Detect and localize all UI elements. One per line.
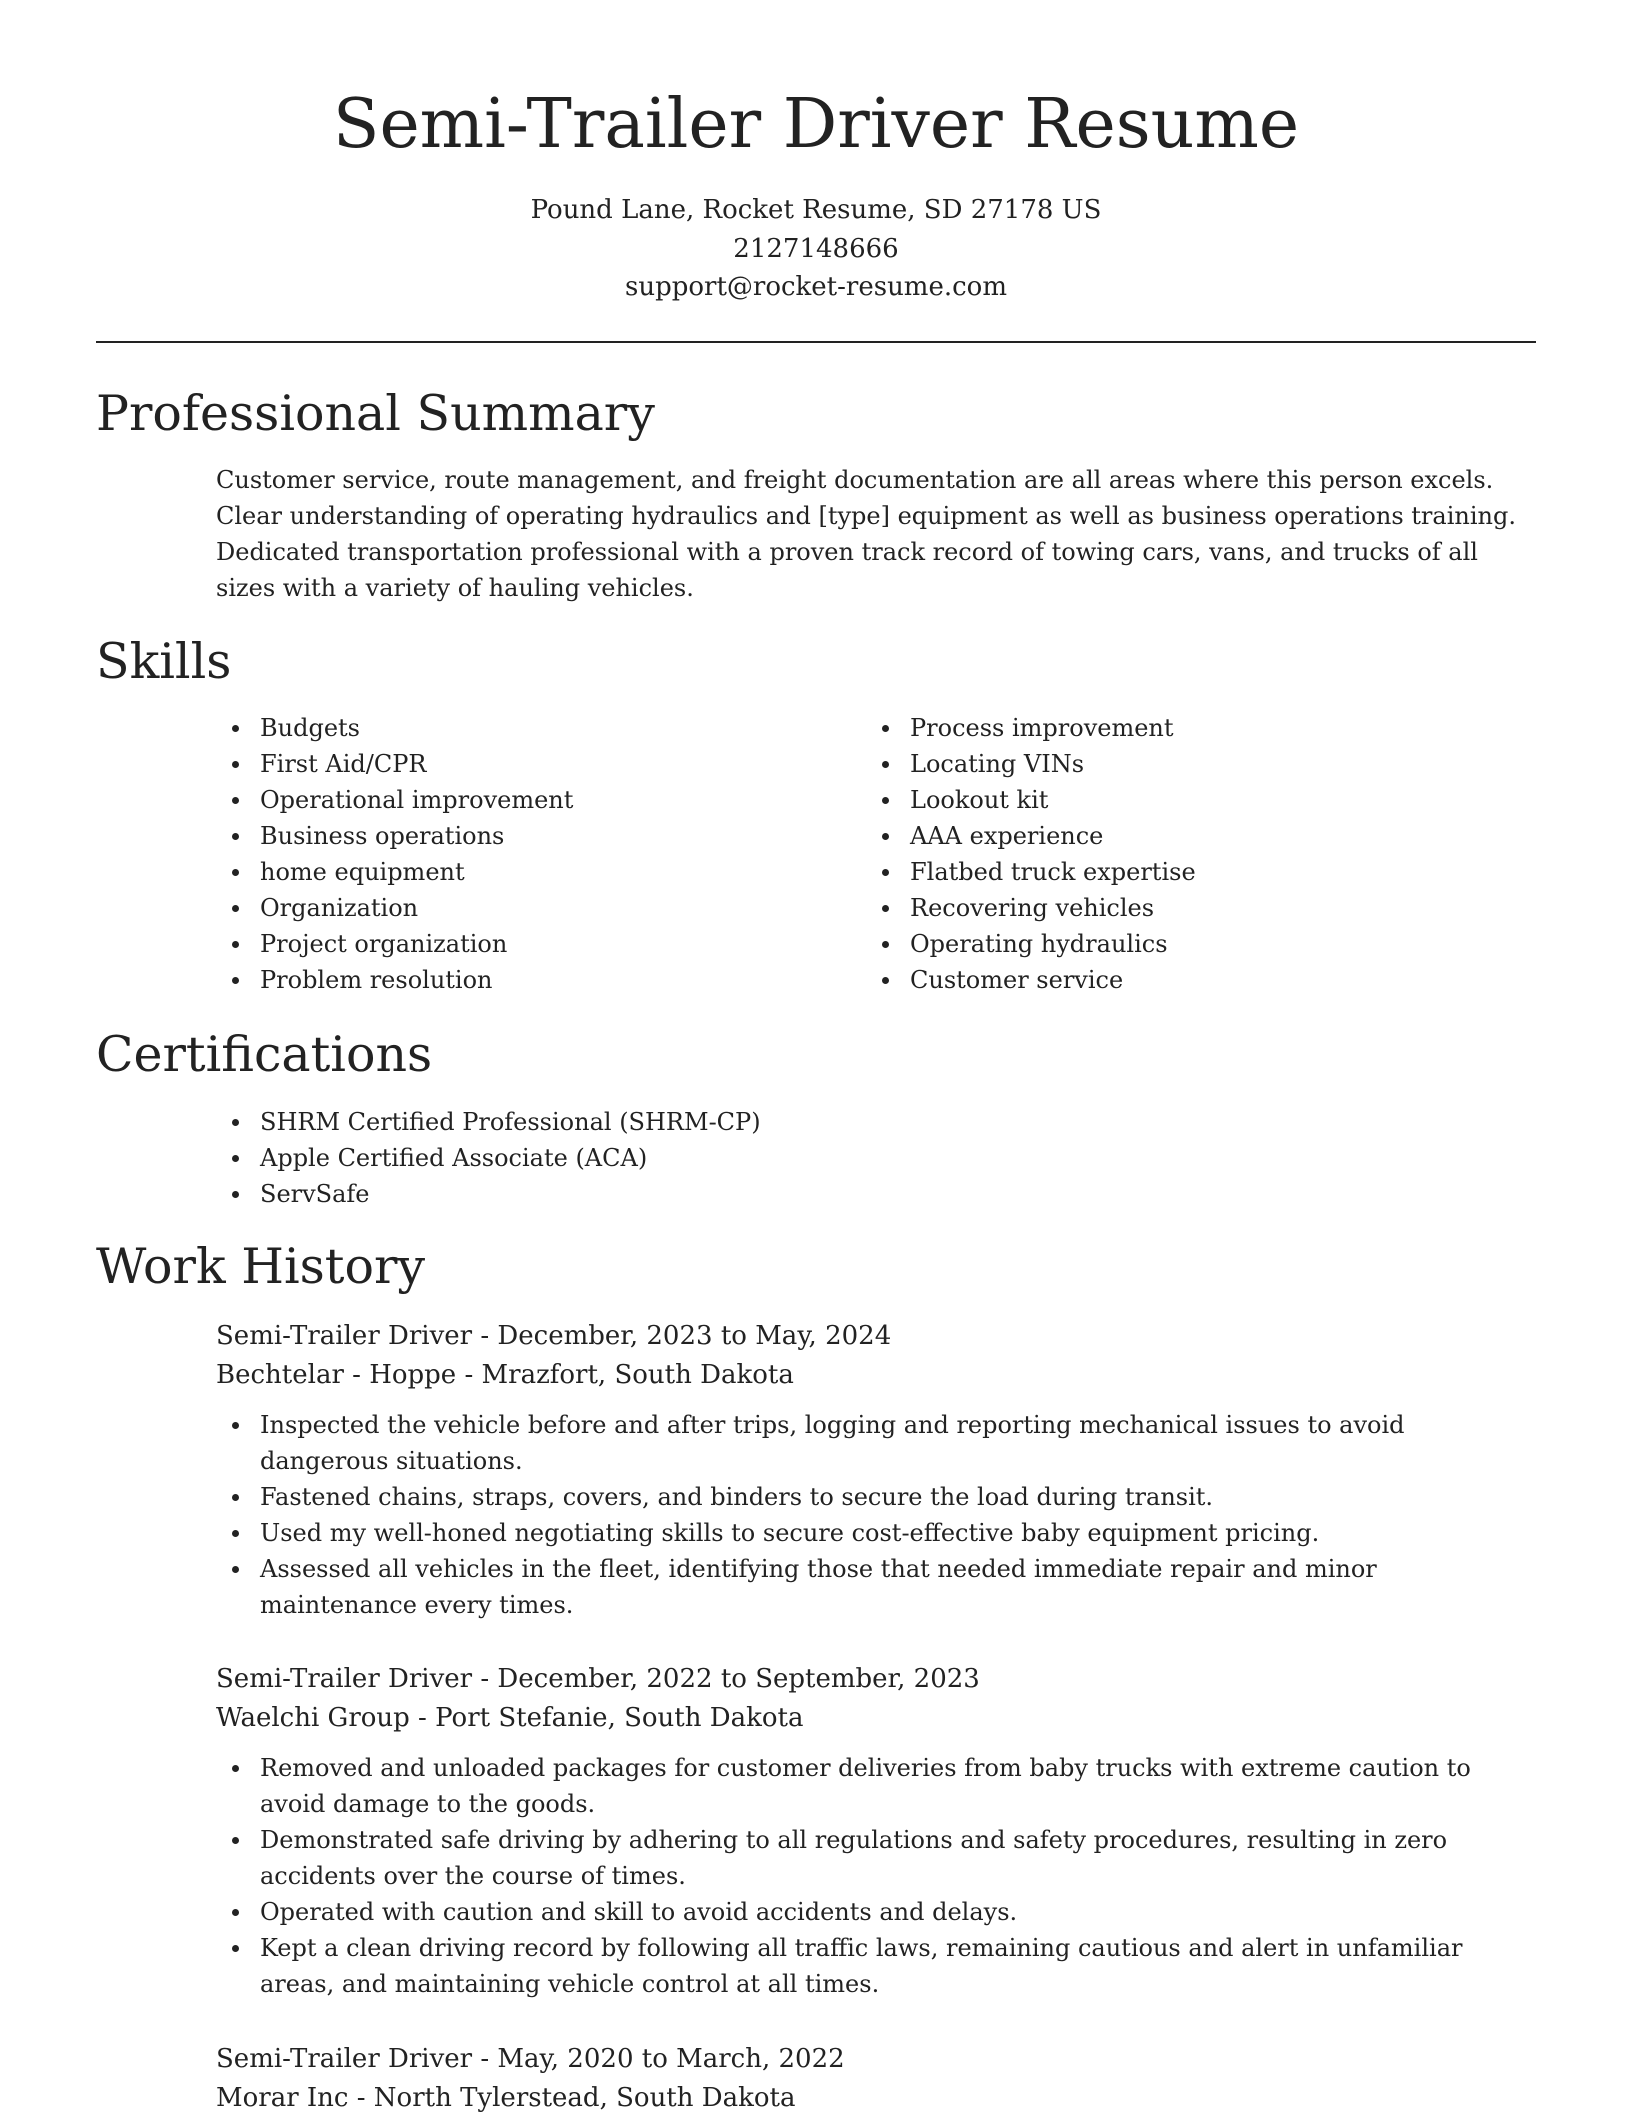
job-duty: Fastened chains, straps, covers, and binders to secure the load during transit. [216, 1479, 1536, 1515]
job-duty: Demonstrated safe driving by adhering to all regulations and safety procedures, resulting in zero accidents over the course of times. [216, 1822, 1536, 1894]
job-company-line [216, 2079, 1536, 2117]
job-company: Bechtelar - Hoppe [216, 1360, 456, 1390]
job-dates: - December, 2022 to September, 2023 [472, 1664, 980, 1694]
skill-item: Business operations [216, 818, 856, 854]
skill-item: Locating VINs [866, 746, 1506, 782]
skill-item: home equipment [216, 854, 856, 890]
certifications-list [216, 1104, 1536, 1212]
skill-item: AAA experience [866, 818, 1506, 854]
certification-item: Apple Certified Associate (ACA) [216, 1140, 1536, 1176]
skill-item: Operational improvement [216, 782, 856, 818]
skill-item: Organization [216, 890, 856, 926]
skill-item: Project organization [216, 926, 856, 962]
resume-title: Semi-Trailer Driver Resume [0, 80, 1632, 170]
job-company-line [216, 1356, 1536, 1395]
contact-address: Pound Lane, Rocket Resume, SD 27178 US [0, 191, 1632, 230]
job-duty: Inspected the vehicle before and after trips, logging and reporting mechanical issues to avoid dangerous situations. [216, 1407, 1536, 1479]
job-dates: - December, 2023 to May, 2024 [472, 1321, 891, 1351]
job-entry [216, 1317, 1536, 1623]
job-title: Semi-Trailer Driver [216, 2044, 472, 2074]
job-dates: - May, 2020 to March, 2022 [472, 2044, 845, 2074]
certification-item: ServSafe [216, 1176, 1536, 1212]
job-title-line [216, 1660, 1536, 1699]
header-divider [96, 341, 1536, 343]
job-location: - Mrazfort, South Dakota [456, 1360, 794, 1390]
job-title: Semi-Trailer Driver [216, 1321, 472, 1351]
skill-item: Operating hydraulics [866, 926, 1506, 962]
job-title: Semi-Trailer Driver [216, 1664, 472, 1694]
job-company: Waelchi Group [216, 1703, 410, 1733]
skills-heading: Skills [96, 632, 231, 692]
skill-item: Recovering vehicles [866, 890, 1506, 926]
job-company: Morar Inc [216, 2083, 348, 2113]
contact-phone: 2127148666 [0, 230, 1632, 269]
job-entry [216, 1660, 1536, 2002]
job-location: - Port Stefanie, South Dakota [410, 1703, 804, 1733]
job-title-line [216, 2040, 1536, 2079]
skill-item: Process improvement [866, 710, 1506, 746]
job-entry [216, 2040, 1536, 2117]
job-duty: Used my well-honed negotiating skills to secure cost-effective baby equipment pricing. [216, 1515, 1536, 1551]
skills-list-left [216, 710, 856, 998]
skill-item: Budgets [216, 710, 856, 746]
work-history-heading: Work History [96, 1237, 425, 1297]
summary-heading: Professional Summary [96, 384, 655, 444]
certifications-heading: Certifications [96, 1025, 432, 1085]
skills-list-right [866, 710, 1506, 998]
skill-item: Flatbed truck expertise [866, 854, 1506, 890]
skill-item: Customer service [866, 962, 1506, 998]
job-company-line [216, 1699, 1536, 1738]
job-duty: Kept a clean driving record by following all traffic laws, remaining cautious and alert in unfamiliar areas, and maintaining vehicle control at all times. [216, 1930, 1536, 2002]
skill-item: Problem resolution [216, 962, 856, 998]
job-duty: Operated with caution and skill to avoid accidents and delays. [216, 1894, 1536, 1930]
job-duty: Assessed all vehicles in the fleet, identifying those that needed immediate repair and minor maintenance every times. [216, 1551, 1536, 1623]
contact-block [0, 191, 1632, 307]
job-duties [216, 1750, 1536, 2002]
job-duties [216, 1407, 1536, 1623]
job-duty: Removed and unloaded packages for customer deliveries from baby trucks with extreme caution to avoid damage to the goods. [216, 1750, 1536, 1822]
job-location: - North Tylerstead, South Dakota [348, 2083, 795, 2113]
certification-item: SHRM Certified Professional (SHRM-CP) [216, 1104, 1536, 1140]
job-title-line [216, 1317, 1536, 1356]
skill-item: First Aid/CPR [216, 746, 856, 782]
skill-item: Lookout kit [866, 782, 1506, 818]
summary-text: Customer service, route management, and freight documentation are all areas where this person excels. Clear understanding of operating hydraulics and [type] equipment as well as business operations training. Dedicated transportation professional with a proven track record of towing cars, vans, and trucks of all sizes with a variety of hauling vehicles. [216, 462, 1536, 606]
contact-email: support@rocket-resume.com [0, 268, 1632, 307]
